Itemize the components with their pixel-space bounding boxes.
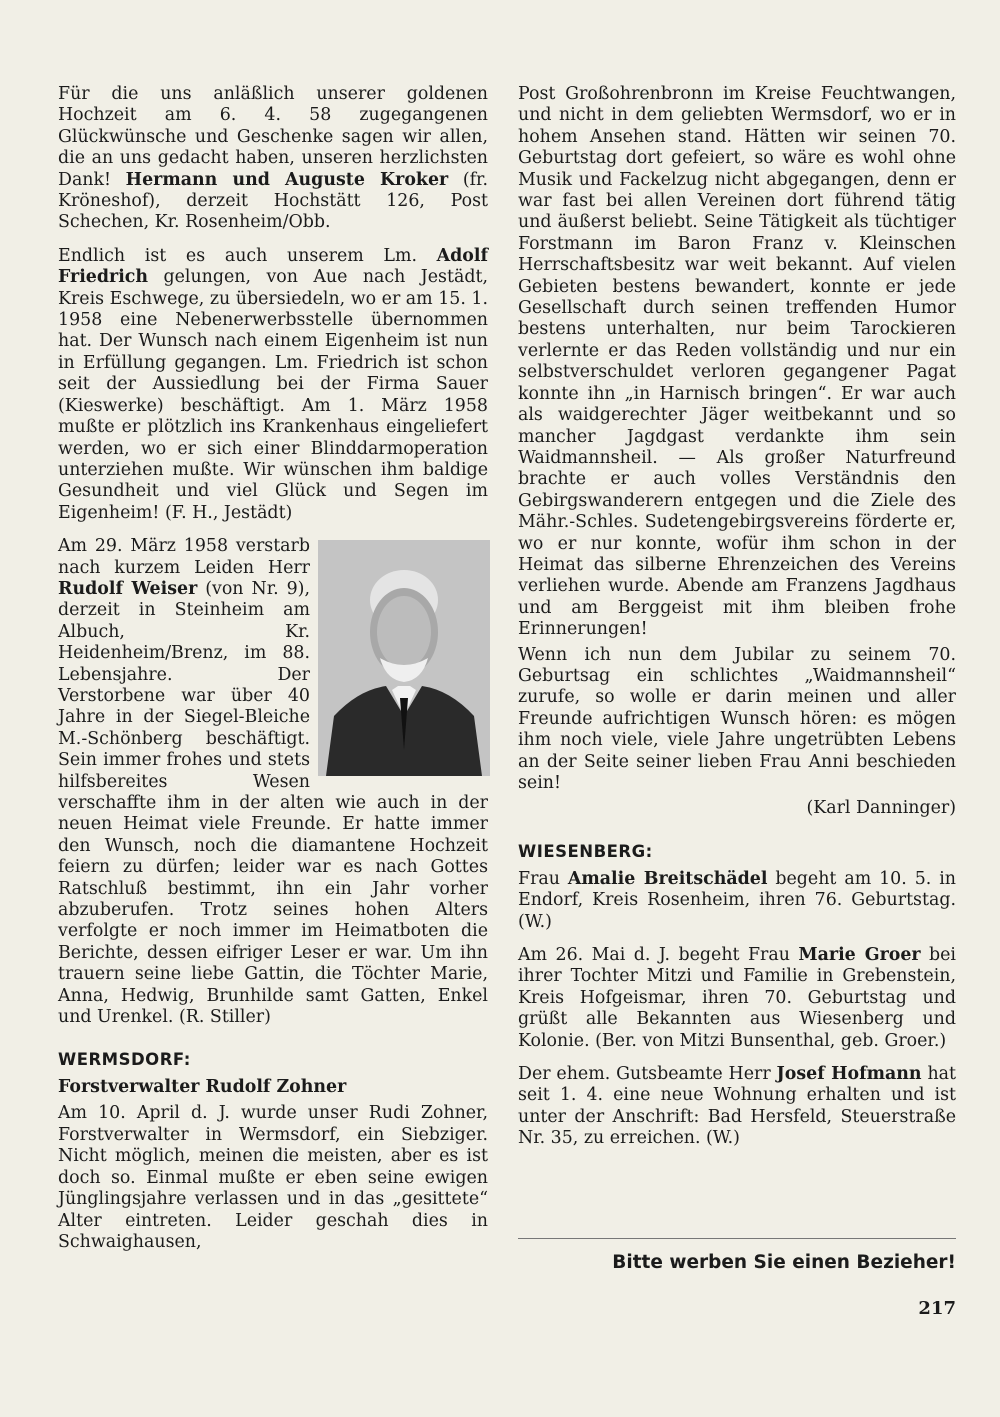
portrait-photo [318, 540, 490, 776]
text: Der ehem. Gutsbeamte Herr [518, 1064, 777, 1085]
birthday-article-paragraph: Am 10. April d. J. wurde unser Rudi Zohner, Forstverwalter in Wermsdorf, ein Siebziger. Nicht möglich, meinen die meisten, aber es ist doch so. Einmal mußte er eben seine ewigen Jünglingsjahre verlassen und in das „gesittete“ Alter eintreten. Leider geschah dies in Schwaighausen, [58, 1103, 488, 1252]
person-name: Rudolf Weiser [58, 578, 198, 599]
right-column [518, 84, 956, 1162]
portrait-illustration [318, 540, 490, 776]
text: (von Nr. 9), derzeit in Steinheim am Albuch, Kr. Heidenheim/Brenz, im 88. Lebensjahre. Der Verstorbene war über 40 Jahre in der Siegel-Bleiche M.-Schönberg beschäftigt. Sein immer frohes und stets hilfsbereites Wesen verschaffte ihm in der alten wie auch in der neuen Heimat viele Freunde. Er hatte immer den Wunsch, noch die diamantene Hochzeit feiern zu dürfen; leider war es nach Gottes Ratschluß bestimmt, ihn ein Jahr vorher abzuberufen. Trotz seines hohen Alters verfolgte er noch immer im Heimatboten die Berichte, dessen eifriger Leser er war. Um ihn trauern seine liebe Gattin, die Töchter Marie, Anna, Hedwig, Brunhilde samt Gatten, Enkel und Urenkel. (R. Stiller) [58, 578, 488, 1028]
birthday-article-continuation: Post Großohrenbronn im Kreise Feuchtwangen, und nicht in dem geliebten Wermsdorf, wo er in hohem Ansehen stand. Hätten wir seinen 70. Geburtstag dort gefeiert, so wäre es wohl ohne Musik und Fackelzug nicht abgegangen, denn er war fast bei allen Vereinen dort führend tätig und äußerst beliebt. Seine Tätigkeit als tüchtiger Forstmann im Baron Franz v. Kleinschen Herrschaftsbesitz war weit bekannt. Auf vielen Gebieten bestens bewandert, konnte er jede Gesellschaft durch seinen treffenden Humor bestens unterhalten, nur beim Tarockieren verlernte er das Reden vollständig und nur ein selbstverschuldet verloren gegangener Pagat konnte ihn „in Harnisch bringen“. Er war auch als waidgerechter Jäger weitbekannt und so mancher Jagdgast verdankte ihm sein Waidmannsheil. — Als großer Naturfreund brachte er auch volles Verständnis den Gebirgswanderern entgegen und die Ziele des Mähr.-Schles. Sudetengebirgsvereins förderte er, wo er nur konnte, wofür ihm schon in der Heimat das silberne Ehrenzeichen des Vereins verliehen wurde. Abende am Franzens Jagdhaus und am Berggeist mit ihm bleiben frohe Erinnerungen! [518, 84, 956, 640]
text: Am 29. März 1958 verstarb nach kurzem Leiden Herr [58, 536, 310, 578]
article-subheading: Forstverwalter Rudolf Zohner [58, 1077, 347, 1098]
subscriber-appeal: Bitte werben Sie einen Bezieher! [612, 1252, 956, 1273]
text: (fr. Kröneshof), derzeit Hochstätt 126, Post Schechen, Kr. Rosenheim/Obb. [58, 169, 488, 233]
birthday-notice-groer [518, 945, 956, 1052]
section-heading-wiesenberg: WIESENBERG: [518, 841, 653, 861]
text: Endlich ist es auch unserem Lm. [58, 245, 437, 266]
person-name: Josef Hofmann [776, 1064, 922, 1085]
relocation-paragraph [58, 246, 488, 524]
address-notice-hofmann [518, 1064, 956, 1150]
anniversary-thanks-paragraph [58, 84, 488, 234]
section-heading-wermsdorf: WERMSDORF: [58, 1050, 191, 1070]
text: Für die uns anläßlich unserer goldenen Hochzeit am 6. 4. 58 zugegangenen Glückwünsche und Geschenke sagen wir allen, die an uns gedacht haben, unseren herzlichsten Dank! [58, 84, 488, 190]
person-name: Adolf Friedrich [58, 245, 488, 288]
text: gelungen, von Aue nach Jestädt, Kreis Eschwege, zu übersiedeln, wo er am 15. 1. 1958 eine Nebenerwerbsstelle übernommen hat. Der Wunsch nach einem Eigenheim ist nun in Erfüllung gegangen. Lm. Friedrich ist schon seit der Aussiedlung bei der Firma Sauer (Kieswerke) beschäftigt. Am 1. März 1958 mußte er plötzlich ins Krankenhaus eingeliefert werden, wo er sich einer Blinddarmoperation unterziehen mußte. Wir wünschen ihm baldige Gesundheit und viel Glück und Segen im Eigenheim! (F. H., Jestädt) [58, 267, 488, 523]
birthday-notice-breitschaedel [518, 869, 956, 933]
obituary-paragraph [58, 536, 488, 1028]
birthday-wish-paragraph: Wenn ich nun dem Jubilar zu seinem 70. Geburtsag ein schlichtes „Waidmannsheil“ zurufe, so wolle er darin meinen und aller Freunde aufrichtigen Wunsch hören: es mögen ihm noch viele, viele Jahre ungetrübten Lebens an der Seite seiner lieben Frau Anni beschieden sein! [518, 644, 956, 793]
text: hat seit 1. 4. eine neue Wohnung erhalten und ist unter der Anschrift: Bad Hersfeld, Steuerstraße Nr. 35, zu erreichen. (W.) [518, 1064, 956, 1149]
author-signature: (Karl Danninger) [806, 798, 956, 819]
divider-line [518, 1238, 956, 1239]
person-name: Marie Groer [798, 945, 921, 966]
text: Frau [518, 868, 568, 889]
person-name: Hermann und Auguste Kroker [125, 169, 449, 190]
person-name: Amalie Breitschädel [567, 868, 768, 889]
page-number: 217 [918, 1298, 956, 1319]
text: begeht am 10. 5. in Endorf, Kreis Rosenheim, ihren 76. Geburtstag. (W.) [518, 868, 956, 932]
text: bei ihrer Tochter Mitzi und Familie in Grebenstein, Kreis Hofgeismar, ihren 70. Geburtstag und grüßt alle Bekannten aus Wiesenberg und Kolonie. (Ber. von Mitzi Bunsenthal, geb. Groer.) [518, 945, 956, 1051]
text: Am 26. Mai d. J. begeht Frau [518, 945, 799, 966]
left-column [58, 84, 488, 1265]
